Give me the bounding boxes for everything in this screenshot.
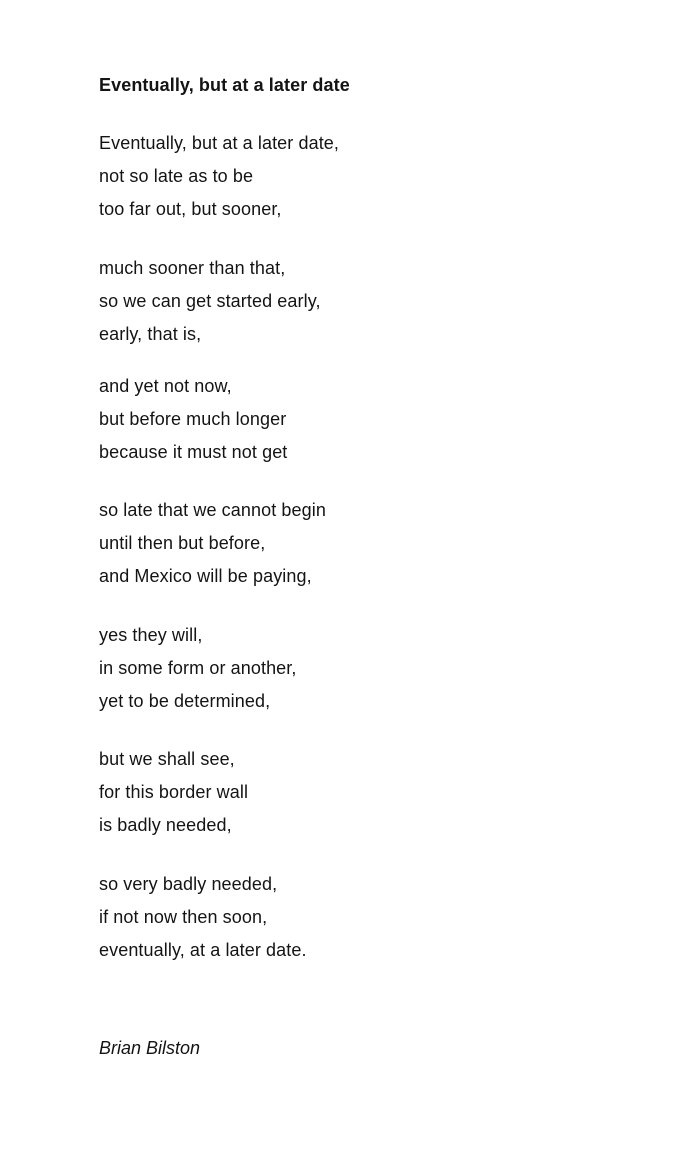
poem-line: until then but before,: [99, 533, 266, 553]
poem-line: but we shall see,: [99, 749, 235, 769]
poem-line: yet to be determined,: [99, 691, 271, 711]
poem-line: but before much longer: [99, 409, 287, 429]
stanza-1: [99, 127, 339, 226]
poem-line: so very badly needed,: [99, 874, 278, 894]
poem-line: so late that we cannot begin: [99, 500, 326, 520]
stanza-7: [99, 868, 307, 967]
poem-line: yes they will,: [99, 625, 203, 645]
poem-line: because it must not get: [99, 442, 288, 462]
poem-line: is badly needed,: [99, 815, 232, 835]
poem-title: Eventually, but at a later date: [99, 75, 350, 95]
poem-line: eventually, at a later date.: [99, 940, 307, 960]
poem-line: and Mexico will be paying,: [99, 566, 312, 586]
poem-line: if not now then soon,: [99, 907, 268, 927]
stanza-5: [99, 619, 297, 718]
poem-line: much sooner than that,: [99, 258, 286, 278]
stanza-3: [99, 370, 287, 469]
poem-line: and yet not now,: [99, 376, 232, 396]
stanza-6: [99, 743, 248, 842]
poem-line: so we can get started early,: [99, 291, 321, 311]
poem-line: early, that is,: [99, 324, 202, 344]
stanza-4: [99, 494, 326, 593]
poem-line: in some form or another,: [99, 658, 297, 678]
poem-line: too far out, but sooner,: [99, 199, 282, 219]
poem-line: Eventually, but at a later date,: [99, 133, 340, 153]
poem-line: for this border wall: [99, 782, 249, 802]
poem-line: not so late as to be: [99, 166, 254, 186]
author-name: Brian Bilston: [99, 1038, 201, 1058]
stanza-2: [99, 252, 321, 351]
